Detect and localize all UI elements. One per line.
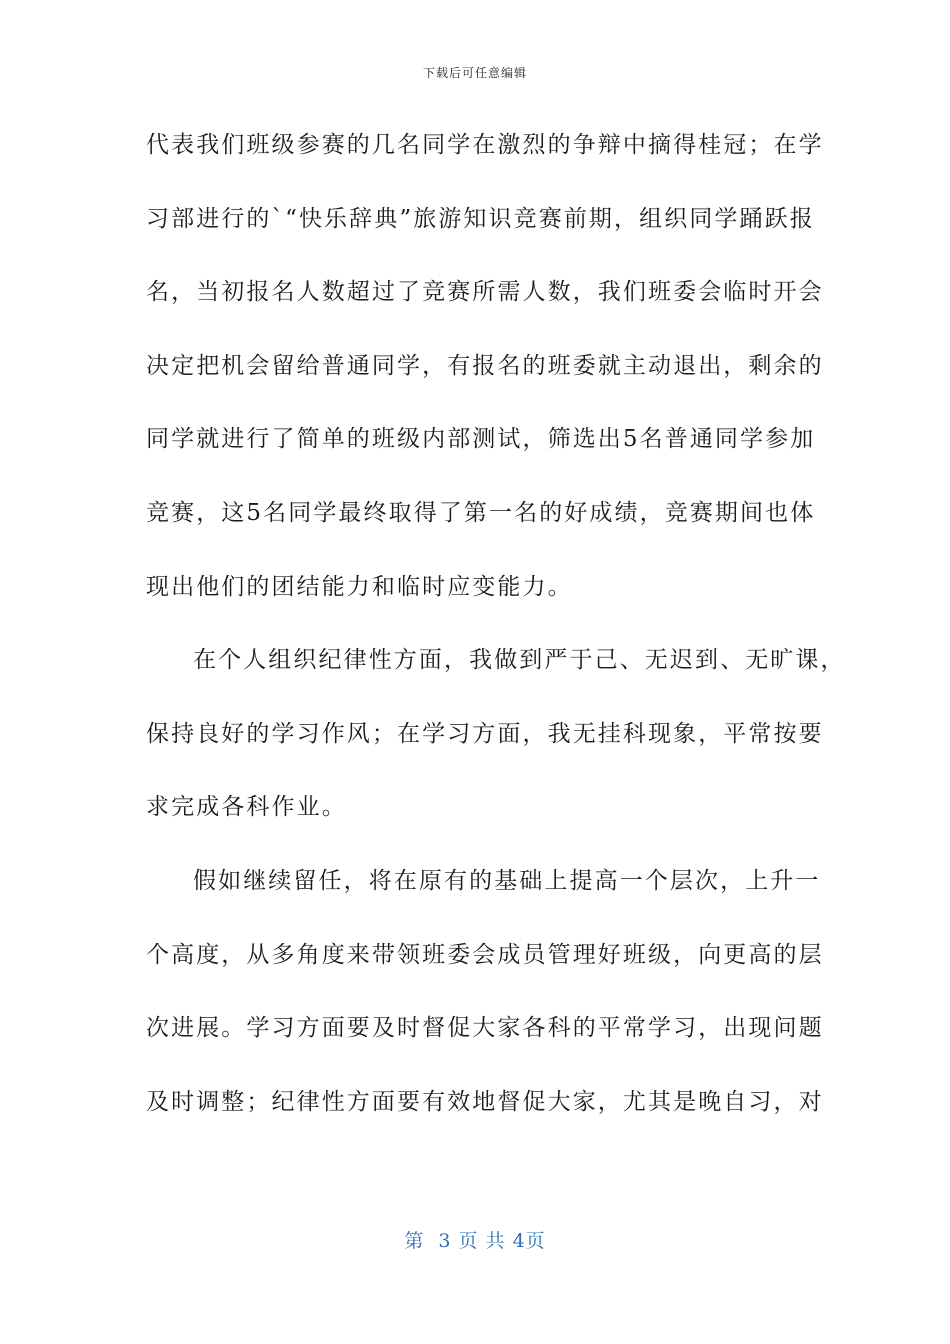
text-line: 决定把机会留给普通同学，有报名的班委就主动退出，剩余的 bbox=[146, 352, 824, 379]
text-line: 现出他们的团结能力和临时应变能力。 bbox=[146, 573, 573, 600]
paragraph-start-line: 在个人组织纪律性方面，我做到严于己、无迟到、无旷课， bbox=[193, 647, 846, 674]
page-number-footer: 第 3 页 共 4页 bbox=[404, 1230, 546, 1252]
text-line: 保持良好的学习作风；在学习方面，我无挂科现象，平常按要 bbox=[146, 720, 824, 747]
text-line: 代表我们班级参赛的几名同学在激烈的争辩中摘得桂冠；在学 bbox=[146, 132, 824, 158]
text-line: 习部进行的`“快乐辞典”旅游知识竞赛前期，组织同学踊跃报 bbox=[146, 205, 815, 232]
text-line: 次进展。学习方面要及时督促大家各科的平常学习，出现问题 bbox=[146, 1015, 824, 1042]
text-line: 个高度，从多角度来带领班委会成员管理好班级，向更高的层 bbox=[146, 941, 824, 968]
text-line: 名，当初报名人数超过了竞赛所需人数，我们班委会临时开会 bbox=[146, 279, 824, 306]
page-header: 下载后可任意编辑 bbox=[422, 66, 527, 80]
text-line: 及时调整；纪律性方面要有效地督促大家，尤其是晚自习，对 bbox=[146, 1088, 824, 1115]
text-line: 竞赛，这5名同学最终取得了第一名的好成绩，竞赛期间也体 bbox=[146, 499, 816, 526]
text-line: 求完成各科作业。 bbox=[146, 794, 347, 821]
document-body bbox=[146, 124, 846, 1154]
text-line: 同学就进行了简单的班级内部测试，筛选出5名普通同学参加 bbox=[146, 426, 816, 453]
paragraph-start-line: 假如继续留任，将在原有的基础上提高一个层次，上升一 bbox=[193, 867, 821, 894]
